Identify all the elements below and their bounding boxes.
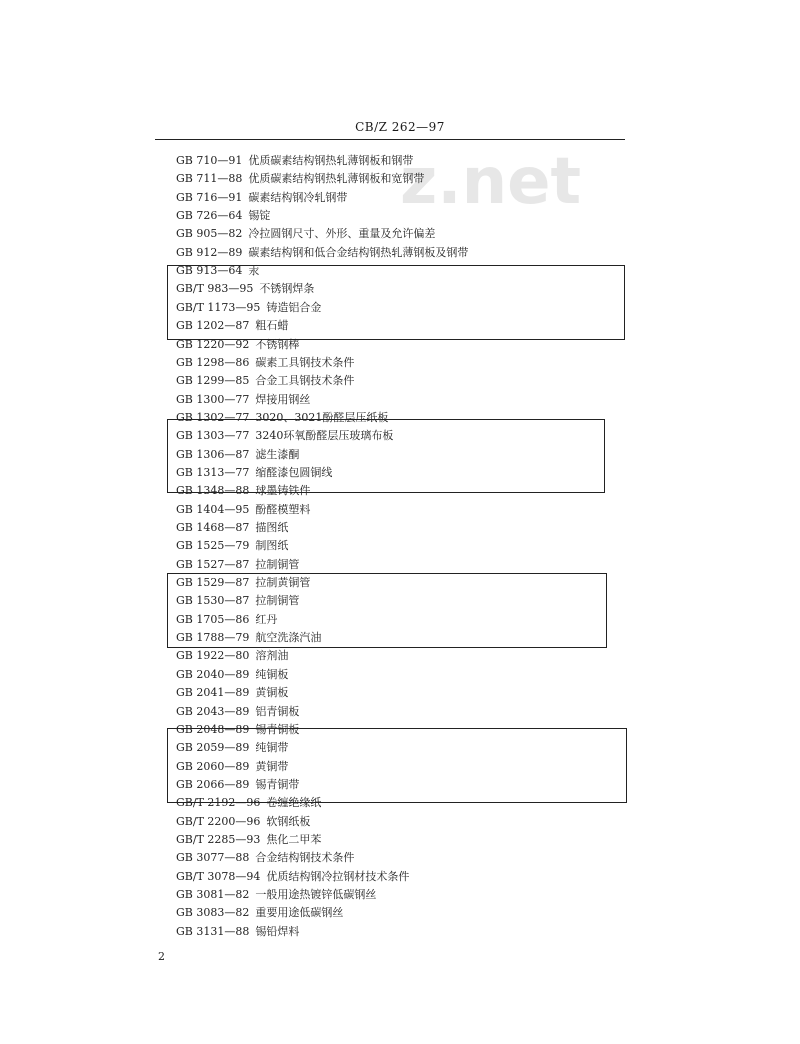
standard-code: GB/T 2192—96 bbox=[176, 796, 261, 810]
standard-code: GB 2066—89 bbox=[176, 777, 250, 791]
standard-code: GB/T 1173—95 bbox=[176, 300, 261, 314]
standard-title: 纯铜板 bbox=[255, 667, 289, 681]
standard-title: 黄铜带 bbox=[255, 759, 289, 773]
standard-title: 优质结构钢冷拉钢材技术条件 bbox=[266, 869, 410, 883]
standard-title: 锡铅焊料 bbox=[255, 924, 300, 938]
standard-code: GB 1303—77 bbox=[176, 429, 250, 443]
standard-row bbox=[176, 831, 321, 849]
standard-code: GB 3083—82 bbox=[176, 906, 250, 920]
standard-row bbox=[176, 703, 299, 721]
standard-code: GB 726—64 bbox=[176, 209, 243, 223]
standard-code: GB 711—88 bbox=[176, 172, 243, 186]
standard-row bbox=[176, 244, 468, 262]
standard-title: 卷缠绝缘纸 bbox=[266, 796, 322, 810]
standard-code: GB 716—91 bbox=[176, 190, 243, 204]
standard-title: 球墨铸铁件 bbox=[255, 484, 311, 498]
standard-code: GB 1299—85 bbox=[176, 374, 250, 388]
standard-title: 重要用途低碳钢丝 bbox=[255, 906, 344, 920]
standard-title: 粗石蜡 bbox=[255, 319, 289, 333]
standard-title: 焦化二甲苯 bbox=[266, 832, 322, 846]
watermark: z.net bbox=[400, 145, 582, 219]
standard-code: GB 905—82 bbox=[176, 227, 243, 241]
highlight-box bbox=[167, 419, 605, 493]
standard-title: 黄铜板 bbox=[255, 686, 289, 700]
standard-code: GB 1529—87 bbox=[176, 576, 250, 590]
standard-title: 合金工具钢技术条件 bbox=[255, 374, 355, 388]
standard-title: 软钢纸板 bbox=[266, 814, 311, 828]
standard-code: GB 710—91 bbox=[176, 154, 243, 167]
standard-row bbox=[176, 647, 288, 665]
standard-title: 一般用途热镀锌低碳钢丝 bbox=[255, 888, 377, 901]
standard-code: GB 2048—89 bbox=[176, 722, 250, 736]
standard-title: 碳素结构钢冷轧钢带 bbox=[248, 190, 348, 204]
standard-title: 碳素工具钢技术条件 bbox=[255, 355, 355, 369]
standard-code: GB 2043—89 bbox=[176, 704, 250, 718]
standard-code: GB 1298—86 bbox=[176, 355, 250, 369]
page-number: 2 bbox=[158, 950, 165, 963]
standard-row bbox=[176, 501, 310, 519]
standard-title: 溶剂油 bbox=[255, 649, 289, 663]
standard-code: GB 1220—92 bbox=[176, 337, 250, 351]
standard-title: 优质碳素结构钢热轧薄钢板和宽钢带 bbox=[248, 172, 425, 186]
standard-row bbox=[176, 354, 354, 372]
standard-code: GB 1525—79 bbox=[176, 539, 250, 553]
standard-title: 焊接用钢丝 bbox=[255, 392, 311, 406]
standard-title: 冷拉圆钢尺寸、外形、重量及允许偏差 bbox=[248, 227, 436, 241]
highlight-box bbox=[167, 728, 627, 803]
standard-title: 不锈钢焊条 bbox=[259, 282, 315, 296]
standard-row bbox=[176, 170, 424, 188]
standard-row bbox=[176, 556, 299, 574]
standard-code: GB 1202—87 bbox=[176, 319, 250, 333]
standard-title: 锡青铜板 bbox=[255, 722, 300, 736]
standard-row bbox=[176, 868, 409, 886]
standard-row bbox=[176, 813, 310, 831]
standard-title: 缩醛漆包圆铜线 bbox=[255, 465, 333, 479]
standard-title: 拉制铜管 bbox=[255, 594, 300, 608]
standard-code: GB 2059—89 bbox=[176, 741, 250, 755]
standard-row bbox=[176, 849, 354, 867]
standard-title: 3020、3021酚醛层压纸板 bbox=[255, 410, 389, 424]
standard-title: 拉制黄铜管 bbox=[255, 576, 311, 590]
standard-title: 碳素结构钢和低合金结构钢热轧薄钢板及钢带 bbox=[248, 245, 469, 259]
standard-title: 纯铜带 bbox=[255, 741, 289, 755]
standard-title: 酚醛模塑料 bbox=[255, 502, 311, 516]
standard-row bbox=[176, 904, 343, 922]
standard-row bbox=[176, 189, 347, 207]
highlight-box bbox=[167, 265, 625, 340]
standard-code: GB/T 2285—93 bbox=[176, 832, 261, 846]
header-rule bbox=[155, 139, 625, 140]
standard-code: GB 1922—80 bbox=[176, 649, 250, 663]
standard-title: 合金结构钢技术条件 bbox=[255, 851, 355, 865]
standard-title: 滤生漆酮 bbox=[255, 447, 300, 461]
standard-code: GB 1306—87 bbox=[176, 447, 250, 461]
standard-row bbox=[176, 666, 288, 684]
standard-code: GB 1348—88 bbox=[176, 484, 250, 498]
standard-code: GB 1527—87 bbox=[176, 557, 250, 571]
highlight-box bbox=[167, 573, 607, 648]
standard-title: 3240环氧酚醛层压玻璃布板 bbox=[255, 429, 394, 443]
standard-title: 铝青铜板 bbox=[255, 704, 300, 718]
standard-title: 红丹 bbox=[255, 612, 278, 626]
standard-code: GB 1313—77 bbox=[176, 465, 250, 479]
standard-row bbox=[176, 225, 435, 243]
standard-code: GB/T 983—95 bbox=[176, 282, 254, 296]
standard-row bbox=[176, 537, 288, 555]
standard-row bbox=[176, 923, 299, 941]
standard-row bbox=[176, 684, 288, 702]
standard-title: 锡青铜带 bbox=[255, 777, 300, 791]
standard-row bbox=[176, 886, 376, 904]
standard-code: GB 913—64 bbox=[176, 264, 243, 278]
standard-code: GB/T 2200—96 bbox=[176, 814, 261, 828]
standard-row bbox=[176, 152, 413, 170]
standard-row bbox=[176, 519, 288, 537]
standard-code: GB 2040—89 bbox=[176, 667, 250, 681]
standard-code: GB 1302—77 bbox=[176, 410, 250, 424]
standard-title: 铸造铝合金 bbox=[266, 300, 322, 314]
standard-title: 拉制铜管 bbox=[255, 557, 300, 571]
standard-code: GB 2041—89 bbox=[176, 686, 250, 700]
standard-code: GB 3131—88 bbox=[176, 924, 250, 938]
standard-code: GB 1300—77 bbox=[176, 392, 250, 406]
standard-code: GB 3081—82 bbox=[176, 888, 250, 901]
standard-code: GB 3077—88 bbox=[176, 851, 250, 865]
standard-title: 描图纸 bbox=[255, 521, 289, 534]
standard-code: GB 1705—86 bbox=[176, 612, 250, 626]
standard-title: 汞 bbox=[248, 264, 260, 278]
standard-code: GB/T 3078—94 bbox=[176, 869, 261, 883]
standard-title: 锡锭 bbox=[248, 209, 271, 223]
standard-code: GB 1468—87 bbox=[176, 521, 250, 534]
standard-code: GB 912—89 bbox=[176, 245, 243, 259]
standard-title: 优质碳素结构钢热轧薄钢板和钢带 bbox=[248, 154, 414, 167]
standard-code: GB 2060—89 bbox=[176, 759, 250, 773]
standard-row bbox=[176, 207, 270, 225]
standard-code: GB 1530—87 bbox=[176, 594, 250, 608]
doc-header: CB/Z 262—97 bbox=[355, 120, 445, 134]
standard-row bbox=[176, 391, 310, 409]
standard-title: 不锈钢棒 bbox=[255, 337, 300, 351]
standard-row bbox=[176, 372, 354, 390]
standard-title: 制图纸 bbox=[255, 539, 289, 553]
standard-code: GB 1404—95 bbox=[176, 502, 250, 516]
standard-code: GB 1788—79 bbox=[176, 631, 250, 645]
standard-title: 航空洗涤汽油 bbox=[255, 631, 322, 645]
